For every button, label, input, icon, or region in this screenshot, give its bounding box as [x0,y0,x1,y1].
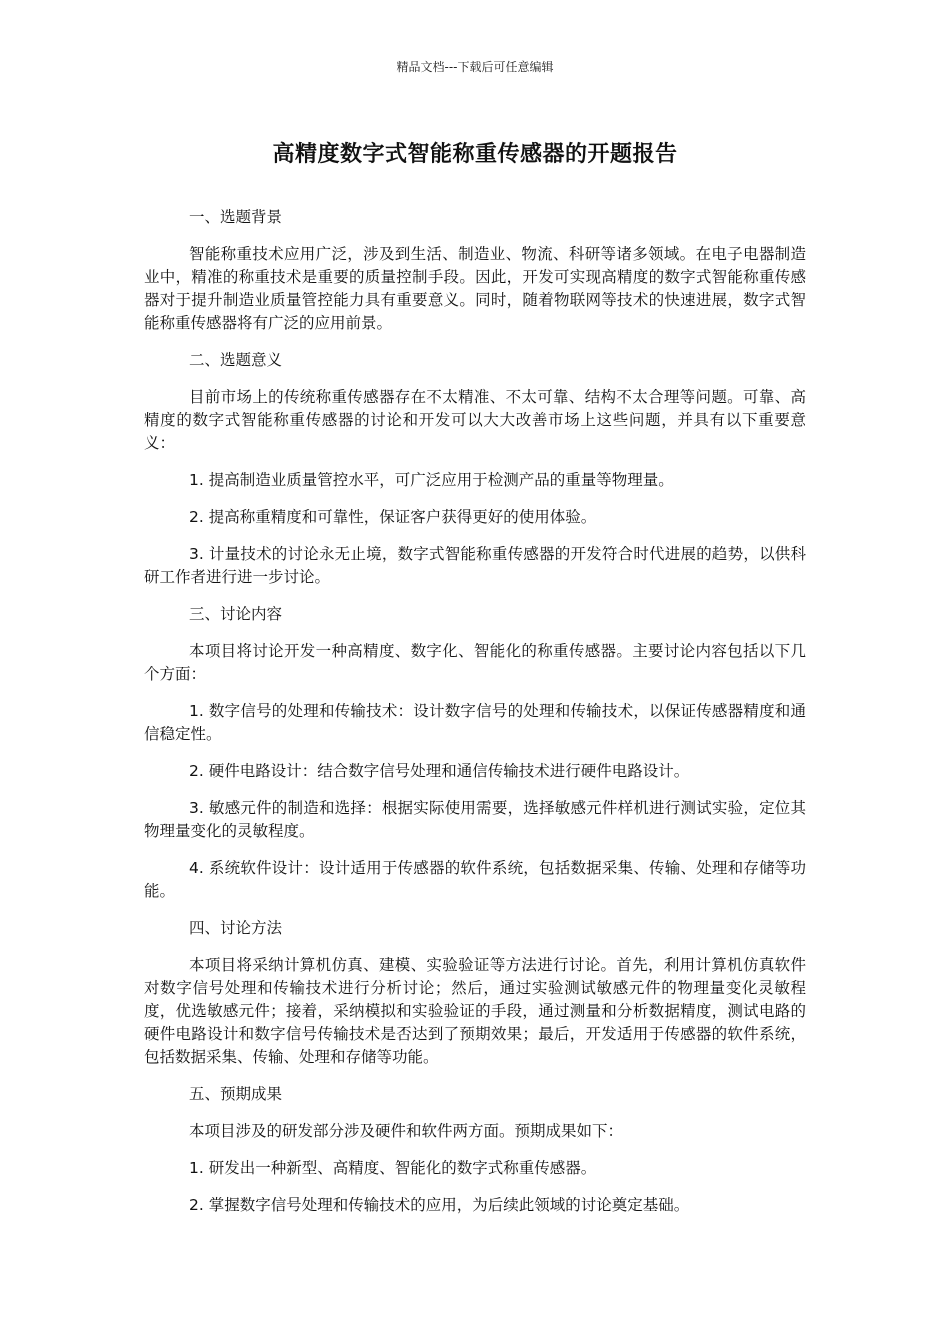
page-title: 高精度数字式智能称重传感器的开题报告 [272,142,678,167]
section-heading-significance: 二、选题意义 [189,351,283,369]
list-item: 1. 研发出一种新型、高精度、智能化的数字式称重传感器。 [189,1159,597,1177]
section-heading-background: 一、选题背景 [189,208,283,226]
document-body [144,206,806,1231]
section-heading-method: 四、讨论方法 [189,919,283,937]
paragraph: 本项目将讨论开发一种高精度、数字化、智能化的称重传感器。主要讨论内容包括以下几个方面： [144,642,806,683]
list-item: 1. 提高制造业质量管控水平，可广泛应用于检测产品的重量等物理量。 [189,471,674,489]
list-item: 3. 计量技术的讨论永无止境，数字式智能称重传感器的开发符合时代进展的趋势，以供科研工作者进行进一步讨论。 [144,545,806,586]
list-item: 3. 敏感元件的制造和选择：根据实际使用需要，选择敏感元件样机进行测试实验，定位其物理量变化的灵敏程度。 [144,799,806,840]
list-item: 1. 数字信号的处理和传输技术：设计数字信号的处理和传输技术，以保证传感器精度和通信稳定性。 [144,702,806,743]
section-heading-content: 三、讨论内容 [189,605,283,623]
list-item: 4. 系统软件设计：设计适用于传感器的软件系统，包括数据采集、传输、处理和存储等功能。 [144,859,806,900]
section-heading-results: 五、预期成果 [189,1085,283,1103]
list-item: 2. 掌握数字信号处理和传输技术的应用，为后续此领域的讨论奠定基础。 [189,1196,690,1214]
paragraph: 智能称重技术应用广泛，涉及到生活、制造业、物流、科研等诸多领域。在电子电器制造业中，精准的称重技术是重要的质量控制手段。因此，开发可实现高精度的数字式智能称重传感器对于提升制造业质量管控能力具有重要意义。同时，随着物联网等技术的快速进展，数字式智能称重传感器将有广泛的应用前景。 [144,245,806,332]
paragraph: 目前市场上的传统称重传感器存在不太精准、不太可靠、结构不太合理等问题。可靠、高精度的数字式智能称重传感器的讨论和开发可以大大改善市场上这些问题，并具有以下重要意义： [144,388,806,452]
list-item: 2. 提高称重精度和可靠性，保证客户获得更好的使用体验。 [189,508,597,526]
page-watermark: 精品文档---下载后可任意编辑 [396,60,554,74]
paragraph: 本项目将采纳计算机仿真、建模、实验验证等方法进行讨论。首先，利用计算机仿真软件对数字信号处理和传输技术进行分析讨论；然后，通过实验测试敏感元件的物理量变化灵敏程度，优选敏感元件；接着，采纳模拟和实验验证的手段，通过测量和分析数据精度，测试电路的硬件电路设计和数字信号传输技术是否达到了预期效果；最后，开发适用于传感器的软件系统，包括数据采集、传输、处理和存储等功能。 [144,956,806,1066]
paragraph: 本项目涉及的研发部分涉及硬件和软件两方面。预期成果如下： [189,1122,624,1140]
list-item: 2. 硬件电路设计：结合数字信号处理和通信传输技术进行硬件电路设计。 [189,762,690,780]
